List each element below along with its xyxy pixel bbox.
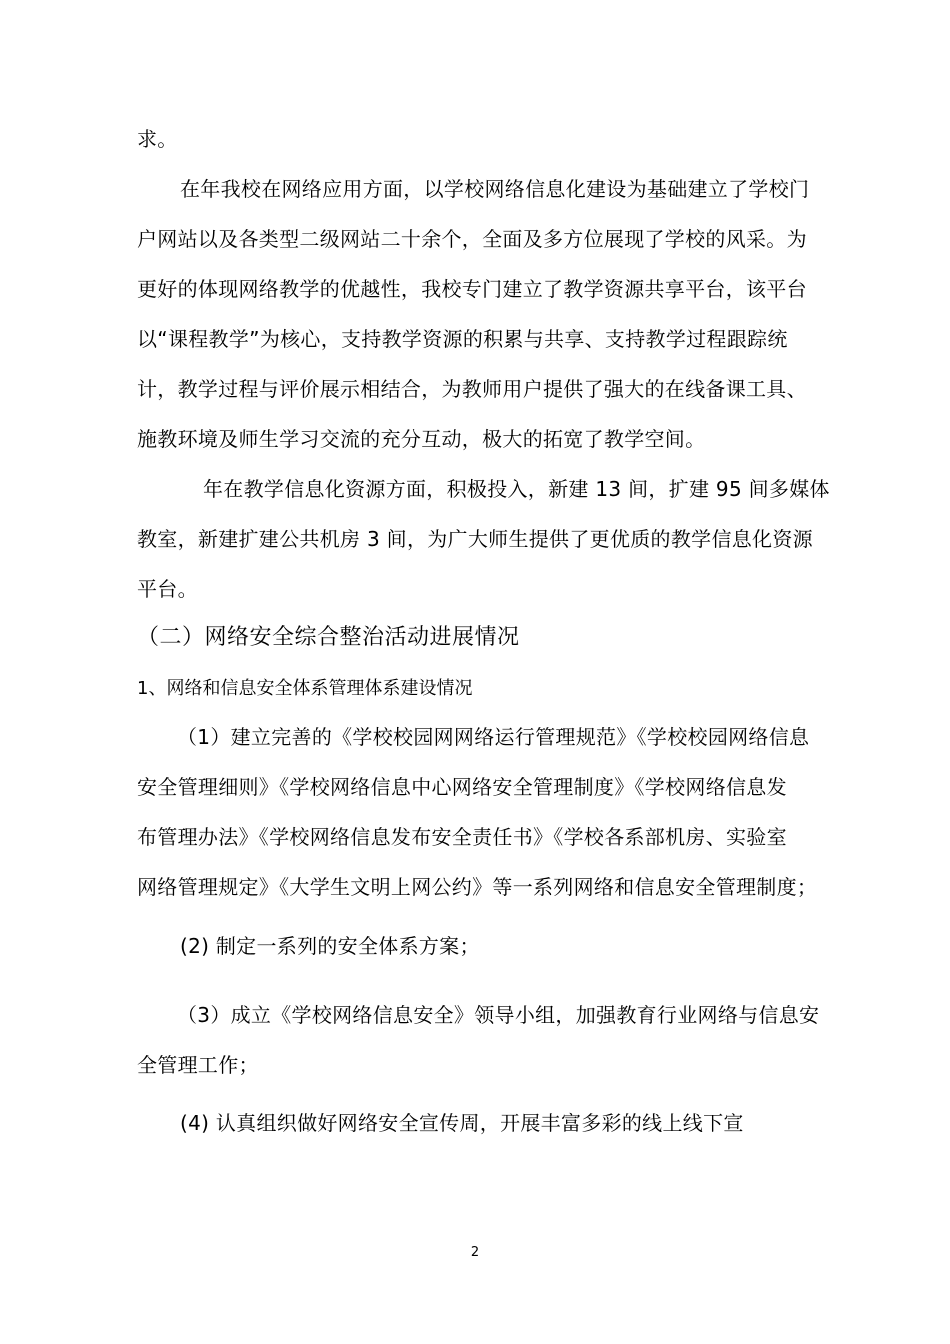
paragraph-line: 户网站以及各类型二级网站二十余个，全面及多方位展现了学校的风采。为 xyxy=(137,227,807,251)
list-item-line: (2) 制定一系列的安全体系方案； xyxy=(180,934,480,958)
list-item-line: 全管理工作； xyxy=(137,1053,259,1077)
section-heading: （二）网络安全综合整治活动进展情况 xyxy=(137,625,520,650)
page-number: 2 xyxy=(470,1245,480,1260)
subsection-heading: 1、网络和信息安全体系管理体系建设情况 xyxy=(137,678,473,699)
list-item-line: 安全管理细则》《学校网络信息中心网络安全管理制度》《学校网络信息发 xyxy=(137,775,787,799)
list-item-line: 布管理办法》《学校网络信息发布安全责任书》《学校各系部机房、实验室 xyxy=(137,825,787,849)
list-item-line: (4) 认真组织做好网络安全宣传周，开展丰富多彩的线上线下宣 xyxy=(180,1111,744,1135)
list-item-line: （1）建立完善的《学校校园网网络运行管理规范》《学校校园网络信息 xyxy=(177,725,810,749)
paragraph-line: 计，教学过程与评价展示相结合，为教师用户提供了强大的在线备课工具、 xyxy=(137,377,807,401)
paragraph-line: 教室，新建扩建公共机房 3 间，为广大师生提供了更优质的教学信息化资源 xyxy=(137,527,813,551)
paragraph-line: 年在教学信息化资源方面，积极投入，新建 13 间，扩建 95 间多媒体 xyxy=(203,477,830,501)
list-item-line: 网络管理规定》《大学生文明上网公约》等一系列网络和信息安全管理制度； xyxy=(137,875,818,899)
paragraph-line: 更好的体现网络教学的优越性，我校专门建立了教学资源共享平台，该平台 xyxy=(137,277,807,301)
list-item-line: （3）成立《学校网络信息安全》领导小组，加强教育行业网络与信息安 xyxy=(177,1003,820,1027)
paragraph-line: 求。 xyxy=(137,127,178,151)
paragraph-line: 在年我校在网络应用方面，以学校网络信息化建设为基础建立了学校门 xyxy=(180,177,810,201)
paragraph-line: 施教环境及师生学习交流的充分互动，极大的拓宽了教学空间。 xyxy=(137,427,706,451)
paragraph-line: 以“课程教学”为核心，支持教学资源的积累与共享、支持教学过程跟踪统 xyxy=(137,327,788,351)
paragraph-line: 平台。 xyxy=(137,577,198,601)
